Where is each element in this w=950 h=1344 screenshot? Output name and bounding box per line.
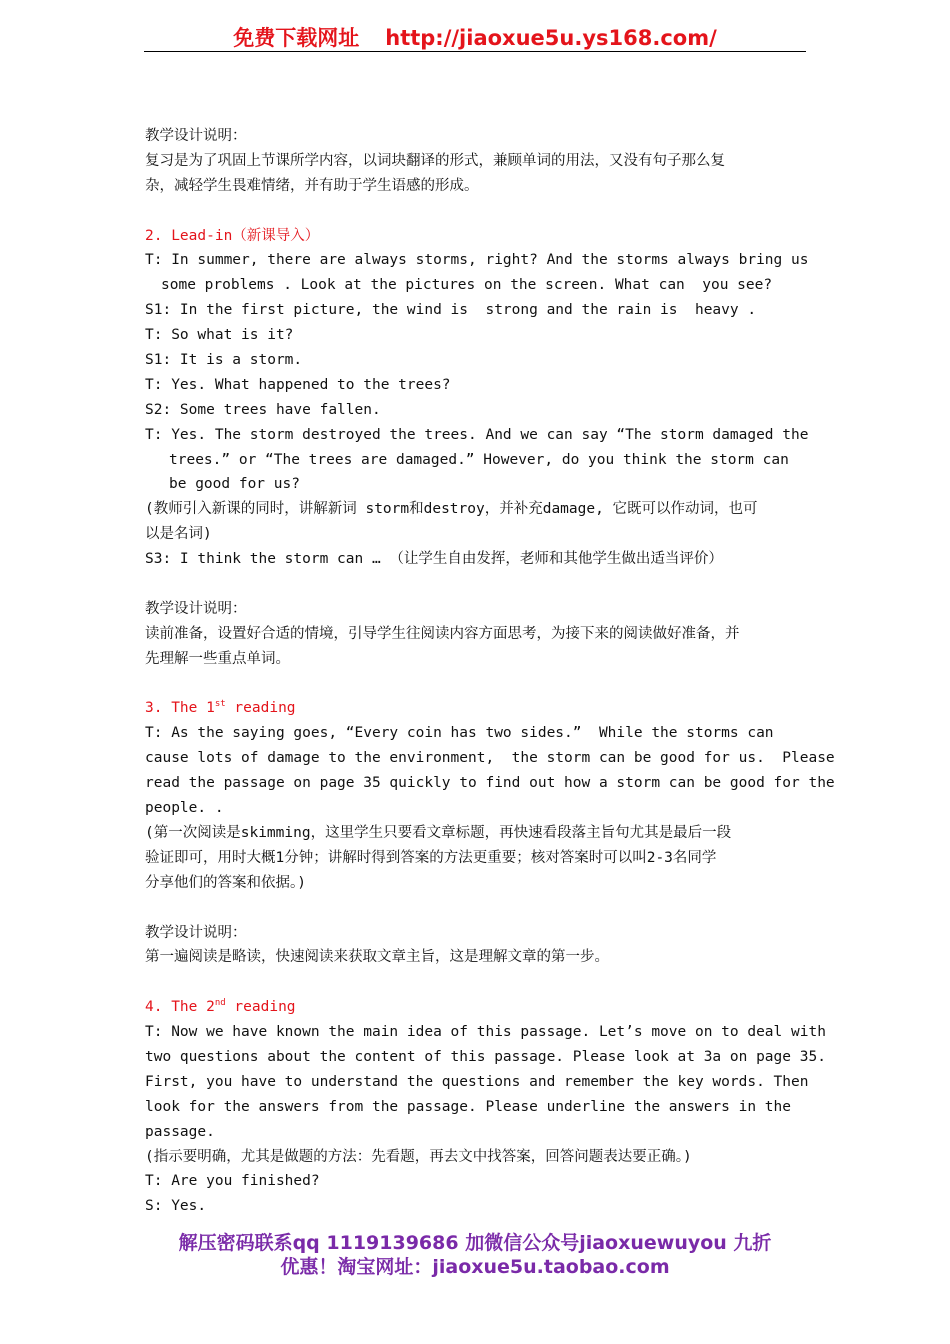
section2-heading: 2. Lead-in（新课导入） (145, 227, 320, 244)
section3-heading: 3. The 1st reading (145, 699, 296, 717)
section4-line3: First, you have to understand the questions and remember the key words. Then (145, 1073, 809, 1090)
section3-line7: 分享他们的答案和依据。) (145, 874, 306, 891)
section2-line12: 以是名词) (145, 526, 212, 543)
note2-title: 教学设计说明： (145, 600, 247, 617)
section2-line7: S2: Some trees have fallen. (145, 401, 381, 418)
note2-line2: 先理解一些重点单词。 (145, 650, 290, 667)
section2-line8: T: Yes. The storm destroyed the trees. And we can say “The storm damaged the (145, 426, 809, 443)
footer-shop-line[interactable]: 优惠！淘宝网址：jiaoxue5u.taobao.com (280, 1256, 670, 1278)
section2-line11: (教师引入新课的同时，讲解新词 storm和destroy，并补充damage, 它既可以作动词，也可 (145, 501, 758, 518)
section4-line6: (指示要明确，尤其是做题的方法：先看题，再去文中找答案，回答问题表达要正确。) (145, 1148, 692, 1165)
section2-line1: T: In summer, there are always storms, right? And the storms always bring us (145, 252, 809, 269)
download-label: 免费下载网址 (233, 26, 360, 50)
download-header (144, 22, 806, 52)
note3-title: 教学设计说明： (145, 924, 247, 941)
lesson-content (145, 124, 835, 1219)
section2-line2: some problems . Look at the pictures on the screen. What can you see? (161, 277, 773, 294)
section3-line3: read the passage on page 35 quickly to find out how a storm can be good for the (145, 775, 835, 792)
section2-line3: S1: In the first picture, the wind is strong and the rain is heavy . (145, 302, 757, 319)
section2-line6: T: Yes. What happened to the trees? (145, 376, 451, 393)
section3-line1: T: As the saying goes, “Every coin has two sides.” While the storms can (145, 725, 774, 742)
section3-line5: (第一次阅读是skimming，这里学生只要看文章标题，再快速看段落主旨句尤其是最后一段 (145, 824, 732, 841)
section4-heading: 4. The 2nd reading (145, 998, 296, 1016)
section4-line4: look for the answers from the passage. Please underline the answers in the (145, 1098, 792, 1115)
note1-line2: 杂，减轻学生畏难情绪，并有助于学生语感的形成。 (145, 177, 479, 194)
section4-line5: passage. (145, 1123, 215, 1140)
section4-line2: two questions about the content of this passage. Please look at 3a on page 35. (145, 1048, 826, 1065)
section4-line7: T: Are you finished? (145, 1173, 320, 1190)
download-url-link[interactable]: http://jiaoxue5u.ys168.com/ (385, 26, 717, 50)
section3-line6: 验证即可，用时大概1分钟；讲解时得到答案的方法更重要；核对答案时可以叫2-3名同学 (145, 849, 717, 866)
section4-line8: S: Yes. (145, 1198, 207, 1215)
note3-line1: 第一遍阅读是略读，快速阅读来获取文章主旨，这是理解文章的第一步。 (145, 949, 609, 966)
note1-line1: 复习是为了巩固上节课所学内容，以词块翻译的形式，兼顾单词的用法，又没有句子那么复 (145, 152, 725, 169)
section2-line13: S3: I think the storm can … （让学生自由发挥，老师和其他学生做出适当评价） (145, 551, 723, 568)
section3-line4: people. . (145, 800, 224, 817)
note2-line1: 读前准备，设置好合适的情境，引导学生往阅读内容方面思考，为接下来的阅读做好准备，并 (145, 625, 740, 642)
section2-line10: be good for us? (169, 476, 300, 493)
header-divider (144, 51, 806, 52)
section2-line4: T: So what is it? (145, 327, 294, 344)
section2-line5: S1: It is a storm. (145, 352, 303, 369)
section2-line9: trees.” or “The trees are damaged.” However, do you think the storm can (169, 451, 789, 468)
section3-line2: cause lots of damage to the environment, the storm can be good for us. Please (145, 750, 835, 767)
footer-contact-line: 解压密码联系qq 1119139686 加微信公众号jiaoxuewuyou 九折 (178, 1232, 772, 1254)
section4-line1: T: Now we have known the main idea of this passage. Let’s move on to deal with (145, 1024, 826, 1041)
note1-title: 教学设计说明： (145, 128, 247, 144)
